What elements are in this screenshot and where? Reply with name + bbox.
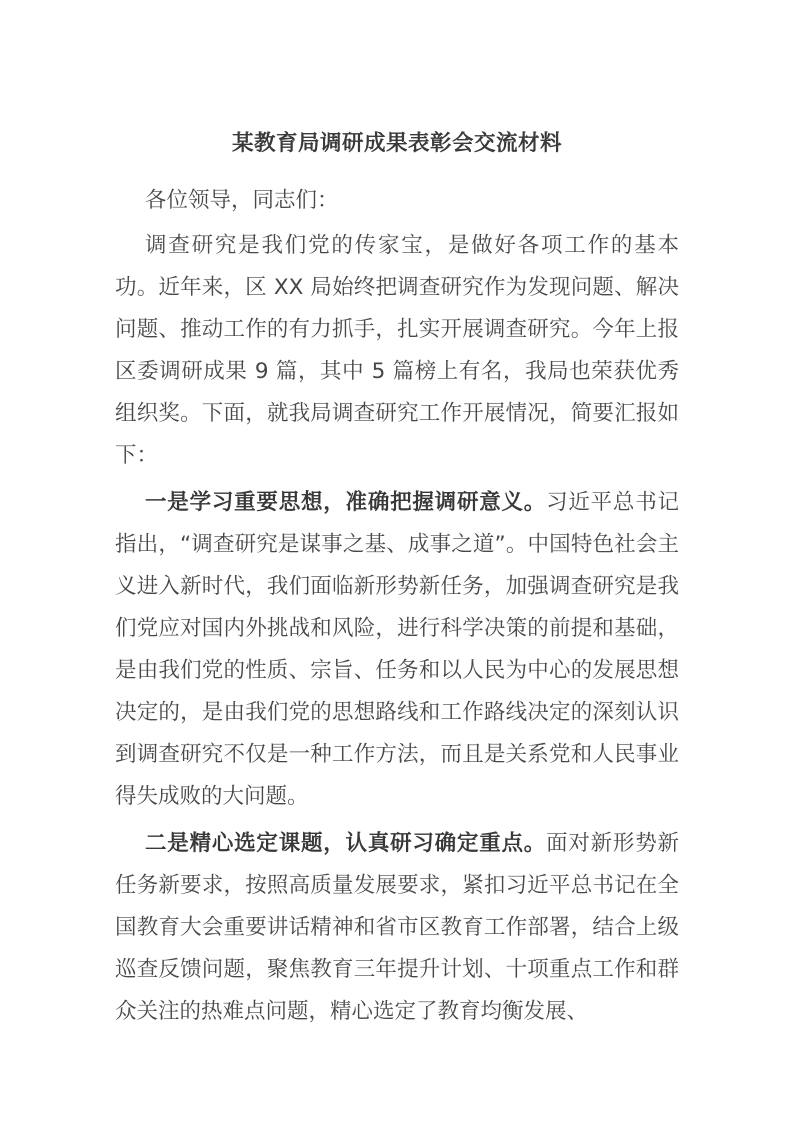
paragraph-section-2-text: 面对新形势新任务新要求，按照高质量发展要求，紧扣习近平总书记在全国教育大会重要讲话精神和省市区教育工作部署，结合上级巡查反馈问题，聚焦教育三年提升计划、十项重点工作和群众关注的热难点问题，精心选定了教育均衡发展、: [115, 831, 679, 1024]
paragraph-section-1-lead: 一是学习重要思想，准确把握调研意义。: [145, 490, 547, 515]
paragraph-section-2: [115, 823, 679, 1033]
paragraph-section-1: [115, 482, 679, 818]
paragraph-section-1-text: 习近平总书记指出，“调查研究是谋事之基、成事之道”。中国特色社会主义进入新时代，我们面临新形势新任务，加强调查研究是我们党应对国内外挑战和风险，进行科学决策的前提和基础，是由我们党的性质、宗旨、任务和以人民为中心的发展思想决定的，是由我们党的思想路线和工作路线决定的深刻认识到调查研究不仅是一种工作方法，而且是关系党和人民事业得失成败的大问题。: [115, 490, 679, 809]
document-title: 某教育局调研成果表彰会交流材料: [231, 131, 562, 156]
paragraph-intro-text: 调查研究是我们党的传家宝，是做好各项工作的基本功。近年来，区 XX 局始终把调查研究作为发现问题、解决问题、推动工作的有力抓手，扎实开展调查研究。今年上报区委调研成果 9 篇，其中 5 篇榜上有名，我局也荣获优秀组织奖。下面，就我局调查研究工作开展情况，简要汇报如下：: [115, 233, 679, 468]
document-content: [115, 123, 679, 1038]
greeting-line: 各位领导，同志们：: [145, 188, 339, 213]
paragraph-section-2-lead: 二是精心选定课题，认真研习确定重点。: [145, 831, 547, 856]
paragraph-intro: [115, 225, 679, 477]
